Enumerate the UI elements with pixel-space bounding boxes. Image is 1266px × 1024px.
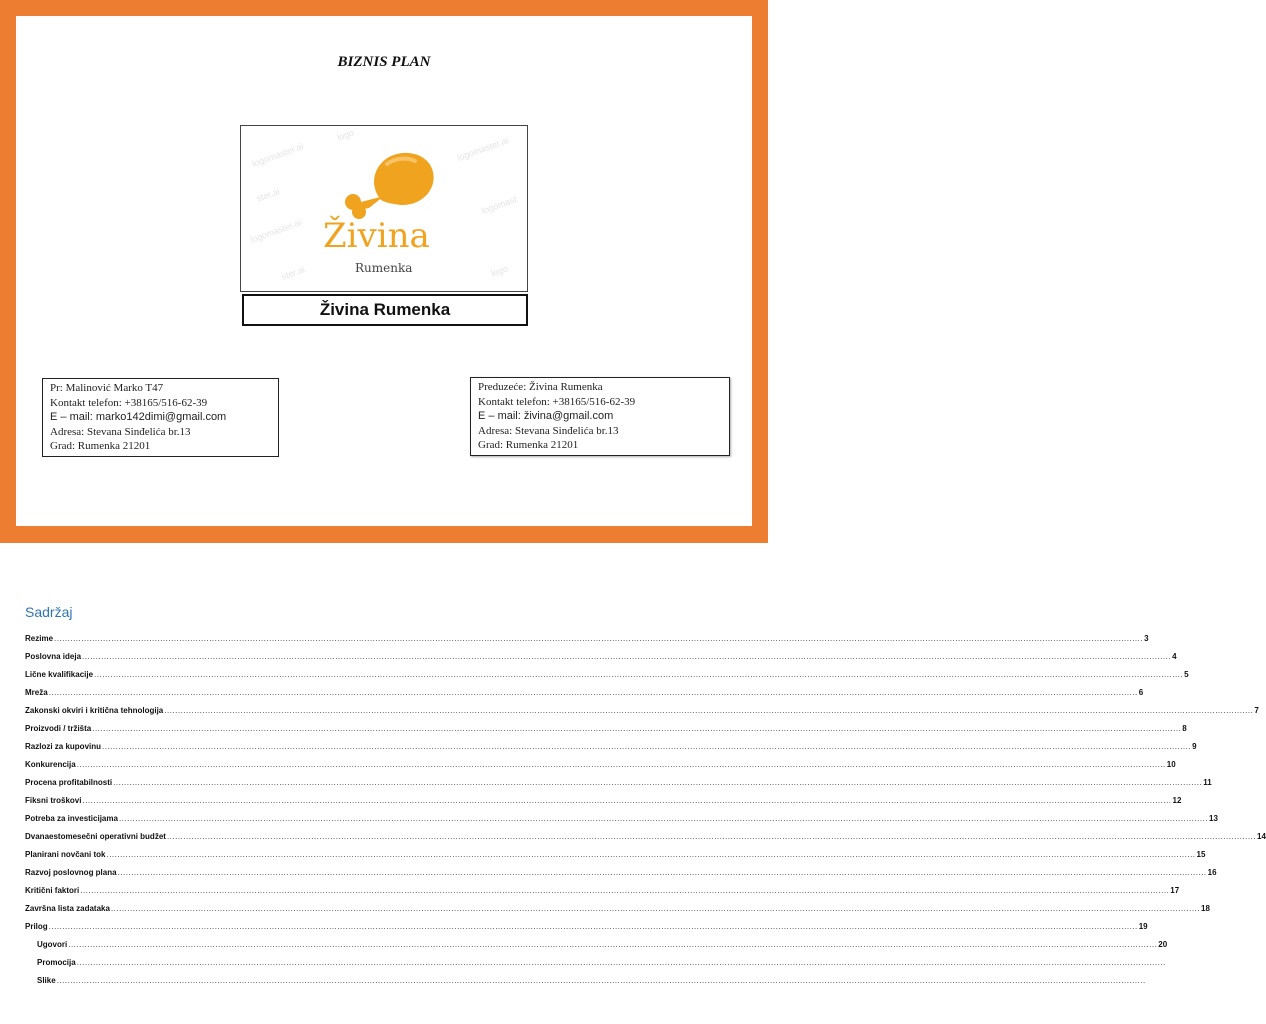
toc-entry-label: Dvanaestomesečni operativni budžet bbox=[25, 832, 166, 841]
toc-entry-page: 11 bbox=[1203, 778, 1212, 787]
toc-leader-dots: ................................................................................................................................................................................................................................................................................................................................................................................................................ bbox=[117, 868, 1207, 877]
toc-leader-dots: ................................................................................................................................................................................................................................................................................................................................................................................................................ bbox=[68, 940, 1158, 949]
toc-entry[interactable] bbox=[25, 652, 1177, 670]
toc-entry-page: 8 bbox=[1182, 724, 1187, 733]
toc-entry-label: Fiksni troškovi bbox=[25, 796, 82, 805]
toc-entry-label: Mreža bbox=[25, 688, 48, 697]
toc-leader-dots: ................................................................................................................................................................................................................................................................................................................................................................................................................ bbox=[92, 724, 1182, 733]
toc-leader-dots: ................................................................................................................................................................................................................................................................................................................................................................................................................ bbox=[82, 796, 1172, 805]
toc-leader-dots: ................................................................................................................................................................................................................................................................................................................................................................................................................ bbox=[106, 850, 1196, 859]
logo-watermark: logomast bbox=[480, 194, 519, 216]
toc-leader-dots: ................................................................................................................................................................................................................................................................................................................................................................................................................ bbox=[110, 904, 1200, 913]
toc-entry[interactable] bbox=[25, 670, 1189, 688]
toc-entry[interactable] bbox=[25, 814, 1218, 832]
toc-entry-page: 9 bbox=[1192, 742, 1197, 751]
toc-leader-dots: ................................................................................................................................................................................................................................................................................................................................................................................................................ bbox=[56, 976, 1146, 985]
toc-entry-page: 17 bbox=[1170, 886, 1180, 895]
company-address: Adresa: Stevana Sinđelića br.13 bbox=[478, 424, 619, 437]
owner-name: Pr: Malinović Marko T47 bbox=[50, 382, 164, 394]
owner-contact-card bbox=[42, 378, 279, 457]
logo-watermark: logomaster.ai bbox=[248, 217, 303, 245]
toc-entry[interactable] bbox=[25, 760, 1176, 778]
toc-entry-label: Potreba za investicijama bbox=[25, 814, 118, 823]
company-logo bbox=[240, 125, 528, 292]
logo-subtitle: Rumenka bbox=[355, 261, 413, 275]
toc-entry-label: Promocija bbox=[37, 958, 76, 967]
toc-entry-label: Slike bbox=[37, 976, 56, 985]
toc-leader-dots: ................................................................................................................................................................................................................................................................................................................................................................................................................ bbox=[54, 634, 1144, 643]
company-name-banner: Živina Rumenka bbox=[242, 294, 528, 326]
toc-entry-label: Procena profitabilnosti bbox=[25, 778, 113, 787]
toc-entry-page: 7 bbox=[1254, 706, 1259, 715]
toc-entry[interactable] bbox=[25, 922, 1148, 940]
cover-page-frame bbox=[0, 0, 768, 543]
toc-entry-page: 20 bbox=[1158, 940, 1168, 949]
toc-entry[interactable] bbox=[25, 778, 1212, 796]
logo-watermark: logomaster.ai bbox=[455, 135, 510, 163]
owner-address: Adresa: Stevana Sinđelića br.13 bbox=[50, 425, 191, 438]
toc-entry-label: Ugovori bbox=[37, 940, 68, 949]
owner-phone: Kontakt telefon: +38165/516-62-39 bbox=[50, 396, 208, 409]
toc-leader-dots: ................................................................................................................................................................................................................................................................................................................................................................................................................ bbox=[94, 670, 1184, 679]
toc-entry-page: 15 bbox=[1196, 850, 1206, 859]
toc-entry-label: Završna lista zadataka bbox=[25, 904, 110, 913]
toc-entry-label: Planirani novčani tok bbox=[25, 850, 106, 859]
toc-leader-dots: ................................................................................................................................................................................................................................................................................................................................................................................................................ bbox=[48, 922, 1138, 931]
toc-leader-dots: ................................................................................................................................................................................................................................................................................................................................................................................................................ bbox=[76, 760, 1166, 769]
owner-city: Grad: Rumenka 21201 bbox=[50, 440, 151, 452]
toc-entry[interactable] bbox=[25, 958, 1166, 976]
toc-leader-dots: ................................................................................................................................................................................................................................................................................................................................................................................................................ bbox=[80, 886, 1170, 895]
logo-wordmark: Živina bbox=[323, 216, 430, 256]
toc-entry[interactable] bbox=[25, 796, 1182, 814]
toc-leader-dots: ................................................................................................................................................................................................................................................................................................................................................................................................................ bbox=[48, 688, 1138, 697]
toc-leader-dots: ................................................................................................................................................................................................................................................................................................................................................................................................................ bbox=[118, 814, 1208, 823]
toc-entry-label: Razlozi za kupovinu bbox=[25, 742, 102, 751]
toc-leader-dots: ................................................................................................................................................................................................................................................................................................................................................................................................................ bbox=[166, 832, 1256, 841]
toc-entry[interactable] bbox=[25, 886, 1180, 904]
toc-entry[interactable] bbox=[25, 850, 1206, 868]
logo-watermark: ster.ai bbox=[255, 186, 282, 204]
toc-entry-label: Konkurencija bbox=[25, 760, 76, 769]
toc-entry[interactable] bbox=[25, 976, 1146, 994]
company-email: E – mail: živina@gmail.com bbox=[478, 410, 614, 422]
toc-entry-label: Prilog bbox=[25, 922, 48, 931]
toc-leader-dots: ................................................................................................................................................................................................................................................................................................................................................................................................................ bbox=[113, 778, 1203, 787]
toc-entry-page: 4 bbox=[1172, 652, 1177, 661]
owner-email: E – mail: marko142dimi@gmail.com bbox=[50, 411, 227, 423]
toc-leader-dots: ................................................................................................................................................................................................................................................................................................................................................................................................................ bbox=[82, 652, 1172, 661]
logo-watermark: logo bbox=[335, 127, 356, 143]
logo-watermark: logo bbox=[489, 263, 510, 279]
toc-entry-page: 16 bbox=[1207, 868, 1217, 877]
logo-watermark: logomaster.ai bbox=[250, 141, 305, 169]
toc-entry[interactable] bbox=[25, 742, 1197, 760]
company-contact-card bbox=[470, 377, 730, 456]
company-city: Grad: Rumenka 21201 bbox=[478, 439, 579, 451]
toc-entry[interactable] bbox=[25, 688, 1144, 706]
toc-entry-page: 5 bbox=[1184, 670, 1189, 679]
toc-entry[interactable] bbox=[25, 634, 1149, 652]
company-name: Preduzeće: Živina Rumenka bbox=[478, 381, 603, 393]
toc-leader-dots: ................................................................................................................................................................................................................................................................................................................................................................................................................ bbox=[164, 706, 1254, 715]
toc-entry-label: Rezime bbox=[25, 634, 54, 643]
toc-entry-page: 13 bbox=[1209, 814, 1218, 823]
toc-leader-dots: ................................................................................................................................................................................................................................................................................................................................................................................................................ bbox=[76, 958, 1166, 967]
chicken-leg-icon bbox=[329, 130, 439, 220]
toc-entry[interactable] bbox=[25, 724, 1187, 742]
toc-entry-page: 18 bbox=[1201, 904, 1210, 913]
logo-watermark: ster.ai bbox=[280, 264, 307, 282]
toc-entry[interactable] bbox=[25, 832, 1266, 850]
toc-entry-label: Poslovna ideja bbox=[25, 652, 82, 661]
toc-entry-label: Razvoj poslovnog plana bbox=[25, 868, 117, 877]
document-title: BIZNIS PLAN bbox=[337, 54, 431, 70]
toc-leader-dots: ................................................................................................................................................................................................................................................................................................................................................................................................................ bbox=[102, 742, 1192, 751]
toc-entry-label: Lične kvalifikacije bbox=[25, 670, 94, 679]
toc-entry[interactable] bbox=[25, 868, 1217, 886]
toc-entry-label: Kritični faktori bbox=[25, 886, 80, 895]
toc-entry-label: Zakonski okviri i kritična tehnologija bbox=[25, 706, 164, 715]
toc-entry-page: 14 bbox=[1257, 832, 1266, 841]
toc-heading: Sadržaj bbox=[25, 604, 73, 620]
toc-entry-page: 12 bbox=[1172, 796, 1182, 805]
toc-entry-page: 19 bbox=[1138, 922, 1148, 931]
toc-entry-page: 3 bbox=[1144, 634, 1149, 643]
table-of-contents bbox=[25, 634, 1266, 994]
toc-entry[interactable] bbox=[25, 940, 1168, 958]
toc-entry[interactable] bbox=[25, 706, 1259, 724]
toc-entry-page: 10 bbox=[1166, 760, 1176, 769]
company-phone: Kontakt telefon: +38165/516-62-39 bbox=[478, 395, 636, 408]
toc-entry-page: 6 bbox=[1138, 688, 1144, 697]
cover-page bbox=[16, 16, 752, 526]
toc-entry-label: Proizvodi / tržišta bbox=[25, 724, 92, 733]
toc-entry[interactable] bbox=[25, 904, 1210, 922]
